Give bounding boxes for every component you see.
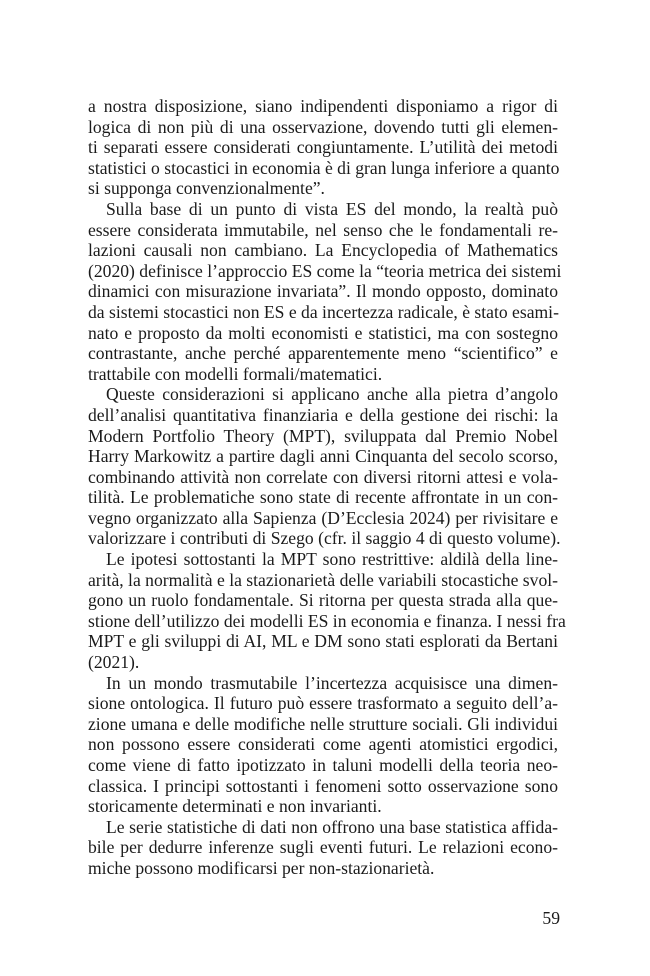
text-line: nato e proposto da molti economisti e statistici, ma con sostegno <box>88 322 558 343</box>
text-line: a nostra disposizione, siano indipendenti disponiamo a rigor di <box>88 96 558 116</box>
text-line: Sulla base di un punto di vista ES del mondo, la realtà può <box>106 198 558 219</box>
paragraph <box>88 817 558 879</box>
text-line: non possono essere considerati come agenti atomistici ergodici, <box>88 734 558 755</box>
paragraph <box>88 384 561 549</box>
text-line: combinando attività non correlate con diversi ritorni attesi e vola- <box>88 466 558 487</box>
paragraph <box>88 96 558 199</box>
text-line: classica. I principi sottostanti i fenomeni sotto osservazione sono <box>88 775 558 796</box>
text-line: gono un ruolo fondamentale. Si ritorna per questa strada alla que- <box>88 590 558 611</box>
text-line: Le serie statistiche di dati non offrono una base statistica affida- <box>106 816 558 837</box>
text-line: Harry Markowitz a partire dagli anni Cinquanta del secolo scorso, <box>88 446 558 467</box>
page-number: 59 <box>542 908 560 928</box>
text-line: tilità. Le problematiche sono state di recente affrontate in un con- <box>88 487 558 508</box>
text-line: logica di non più di una osservazione, dovendo tutti gli elemen- <box>88 116 558 137</box>
text-line: vegno organizzato alla Sapienza (D’Ecclesia 2024) per rivisitare e <box>88 507 558 528</box>
text-line: bile per dedurre inferenze sugli eventi futuri. Le relazioni econo- <box>88 837 558 858</box>
text-line: miche possono modificarsi per non-stazionarietà. <box>88 857 435 878</box>
text-line: storicamente determinati e non invarianti. <box>88 796 382 817</box>
text-line: statistici o stocastici in economia è di gran lunga inferiore a quanto <box>88 157 560 178</box>
text-line: essere considerata immutabile, nel senso che le fondamentali re- <box>88 219 558 240</box>
text-line: In un mondo trasmutabile l’incertezza acquisisce una dimen- <box>106 672 558 693</box>
paragraph <box>88 673 558 817</box>
text-line: (2020) definisce l’approccio ES come la “teoria metrica dei sistemi <box>88 260 562 281</box>
paragraph <box>88 549 566 673</box>
text-line: dell’analisi quantitativa finanziaria e della gestione dei rischi: la <box>88 404 558 425</box>
text-line: dinamici con misurazione invariata”. Il mondo opposto, dominato <box>88 281 558 302</box>
text-line: lazioni causali non cambiano. La Encyclopedia of Mathematics <box>88 240 558 261</box>
text-line: Le ipotesi sottostanti la MPT sono restrittive: aldilà della line- <box>106 549 558 570</box>
text-line: zione umana e delle modifiche nelle strutture sociali. Gli individui <box>88 713 558 734</box>
body-text <box>88 96 566 879</box>
text-line: stione dell’utilizzo dei modelli ES in economia e finanza. I nessi fra <box>88 610 566 631</box>
text-line: da sistemi stocastici non ES e da incertezza radicale, è stato esami- <box>88 301 559 322</box>
text-line: Modern Portfolio Theory (MPT), sviluppata dal Premio Nobel <box>88 425 558 446</box>
text-line: trattabile con modelli formali/matematici. <box>88 363 383 384</box>
text-line: ti separati essere considerati congiuntamente. L’utilità dei metodi <box>88 137 558 158</box>
text-line: Queste considerazioni si applicano anche alla pietra d’angolo <box>106 384 558 405</box>
text-line: valorizzare i contributi di Szego (cfr. il saggio 4 di questo volume). <box>88 528 561 549</box>
text-line: contrastante, anche perché apparentemente meno “scientifico” e <box>88 343 558 364</box>
text-line: MPT e gli sviluppi di AI, ML e DM sono stati esplorati da Bertani <box>88 631 558 652</box>
text-line: si supponga convenzionalmente”. <box>88 178 325 199</box>
text-line: sione ontologica. Il futuro può essere trasformato a seguito dell’a- <box>88 693 558 714</box>
text-line: (2021). <box>88 652 140 673</box>
text-line: come viene di fatto ipotizzato in taluni modelli della teoria neo- <box>88 755 558 775</box>
text-line: arità, la normalità e la stazionarietà delle variabili stocastiche svol- <box>88 569 558 590</box>
paragraph <box>88 198 562 384</box>
